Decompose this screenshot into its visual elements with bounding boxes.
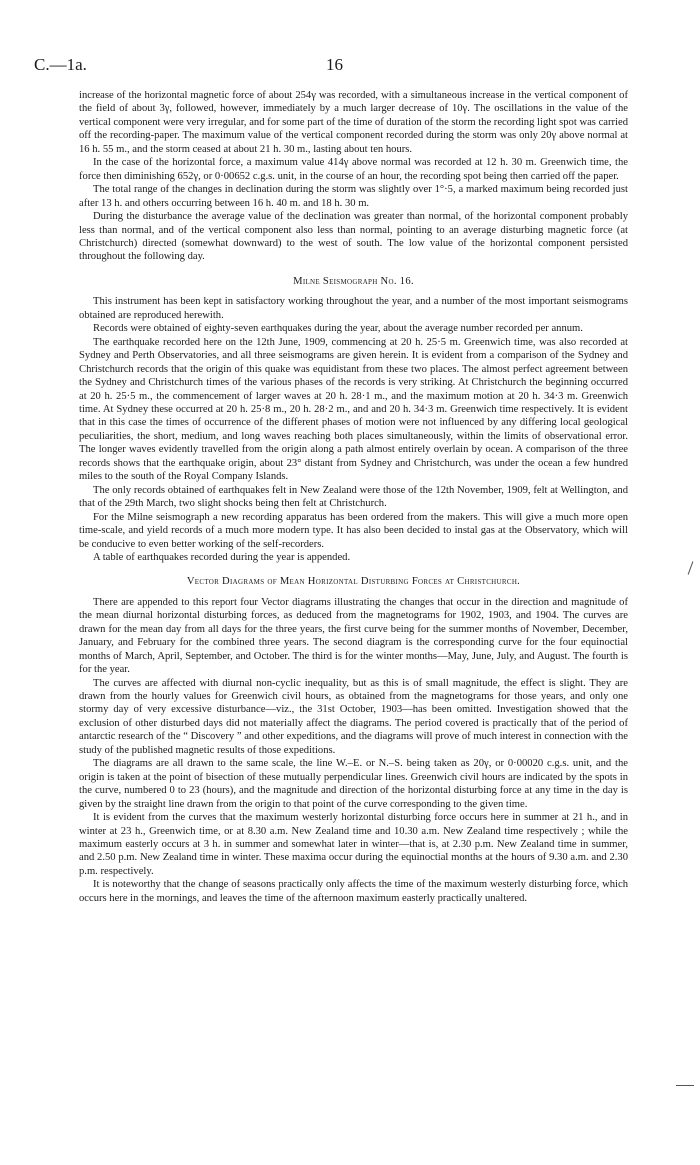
document-reference: C.—1a.: [34, 55, 87, 74]
paragraph: The earthquake recorded here on the 12th June, 1909, commencing at 20 h. 25·5 m. Greenwich time, was also recorded at Sydney and Perth Observatories, and all three seismograms are given herein. It is evident from a comparison of the Sydney and Christchurch records that the origin of this quake was equidistant from these two places. The almost perfect agreement between the Sydney and Christchurch times of the various phases of the records is very striking. At Christchurch the beginning occurred at 20 h. 25·5 m., the commencement of larger waves at 20 h. 28·1 m., and the maximum motion at 20 h. 34·3 m. Greenwich time. At Sydney these occurred at 20 h. 25·8 m., 20 h. 28·2 m., and and 20 h. 34·3 m. Greenwich time respectively. It is evident that in this case the times of occurrence of the different phases of motion were not influenced by any differing local geological peculiarities, the short, medium, and long waves reaching both places simultaneously, within the limits of observational error. The longer waves evidently travelled from the origin along a path almost entirely overlain by ocean. A comparison of the three records shows that the earthquake origin, about 23° distant from Sydney and Christchurch, was under the ocean a few hundred miles to the south of the Royal Company Islands.: [79, 336, 628, 483]
paragraph: The curves are affected with diurnal non-cyclic inequality, but as this is of small magnitude, the effect is slight. They are drawn from the hourly values for Greenwich civil hours, as obtained from the magnetograms for those years, and only one stormy day of very excessive disturbance—viz., the 31st October, 1903—has been omitted. Investigation showed that the exclusion of other disturbed days did not materially affect the diagrams. The period covered is practically that of the period of antarctic research of the “ Discovery ” and other expeditions, and the diagrams will prove of much interest in connection with the study of the published magnetic results of those expeditions.: [79, 677, 628, 756]
paragraph: The total range of the changes in declination during the storm was slightly over 1°·5, a marked maximum being recorded just after 13 h. and others occurring between 16 h. 40 m. and 18 h. 30 m.: [79, 184, 628, 209]
section-heading-vector-diagrams: Vector Diagrams of Mean Horizontal Disturbing Forces at Christchurch.: [186, 576, 521, 588]
margin-mark: [676, 1085, 694, 1086]
paragraph: It is noteworthy that the change of seasons practically only affects the time of the maximum westerly disturbing force, which occurs here in the mornings, and leaves the time of the afternoon maximum easterly practically unaltered.: [79, 879, 628, 904]
page-number: 16: [326, 55, 343, 74]
paragraph: It is evident from the curves that the maximum westerly horizontal disturbing force occurs here in summer at 21 h., and in winter at 23 h., Greenwich time, or at 8.30 a.m. New Zealand time and 10.30 a.m. New Zealand time respectively ; while the maximum easterly occurs at 3 h. in summer and somewhat later in winter—that is, at 2.30 p.m. New Zealand time in summer, and 2.50 p.m. New Zealand time in winter. These maxima occur during the equinoctial months at the hours of 9.30 a.m. and 2.30 p.m. respectively.: [79, 812, 628, 877]
paragraph: The diagrams are all drawn to the same scale, the line W.–E. or N.–S. being taken as 20γ, or 0·00020 c.g.s. unit, and the origin is taken at the point of bisection of these mutually perpendicular lines. Greenwich civil hours are indicated by the spots in the curve, numbered 0 to 23 (hours), and the magnitude and direction of the horizontal disturbing force at any time in the day is given by the straight line drawn from the origin to that point of the curve corresponding to the given time.: [79, 758, 628, 810]
paragraph: This instrument has been kept in satisfactory working throughout the year, and a number of the most important seismograms obtained are reproduced herewith.: [79, 296, 628, 321]
paragraph: The only records obtained of earthquakes felt in New Zealand were those of the 12th November, 1909, felt at Wellington, and that of the 29th March, two slight shocks being then felt at Christchurch.: [79, 484, 628, 510]
body-text: [79, 89, 628, 905]
paragraph: Records were obtained of eighty-seven earthquakes during the year, about the average number recorded per annum.: [93, 323, 583, 335]
paragraph: A table of earthquakes recorded during the year is appended.: [93, 551, 351, 563]
paragraph: For the Milne seismograph a new recording apparatus has been ordered from the makers. This will give a much more open time-scale, and yield records of a much more modern type. It has also been decided to instal gas at the Observatory, which will be conducive to even better working of the self-recorders.: [79, 511, 628, 550]
paragraph: In the case of the horizontal force, a maximum value 414γ above normal was recorded at 12 h. 30 m. Greenwich time, the force then diminishing 652γ, or 0·00652 c.g.s. unit, in the course of an hour, the recording spot being then carried off the paper.: [79, 157, 628, 182]
margin-mark: [688, 561, 694, 574]
section-heading-milne-seismograph: Milne Seismograph No. 16.: [293, 275, 414, 287]
paragraph: increase of the horizontal magnetic force of about 254γ was recorded, with a simultaneous increase in the vertical component of the field of about 3γ, followed, however, immediately by a much larger decrease of 10γ. The oscillations in the value of the vertical component were very irregular, and for some part of the time of duration of the storm the recording light spot was carried off the recording-paper. The maximum value of the vertical component recorded during the storm was only 20γ above normal at 16 h. 55 m., and the storm ceased at about 21 h. 30 m., lasting about ten hours.: [79, 90, 628, 155]
paragraph: There are appended to this report four Vector diagrams illustrating the changes that occur in the direction and magnitude of the mean diurnal horizontal disturbing forces, as deduced from the magnetograms for 1902, 1903, and 1904. The curves are drawn for the mean day from all days for the three years, the first curve being for the summer months of November, December, January, and February for the combined three years. The second diagram is the corresponding curve for the four equinoctial months of March, April, September, and October. The third is for the winter months—May, June, July, and August. The fourth is for the year.: [79, 596, 628, 676]
paragraph: During the disturbance the average value of the declination was greater than normal, of the horizontal component probably less than normal, and of the vertical component also less than normal, pointing to an average disturbing magnetic force (at Christchurch) directed (somewhat downward) to the west of south. The low value of the horizontal component persisted throughout the following day.: [79, 211, 628, 263]
page-header: [34, 55, 634, 79]
